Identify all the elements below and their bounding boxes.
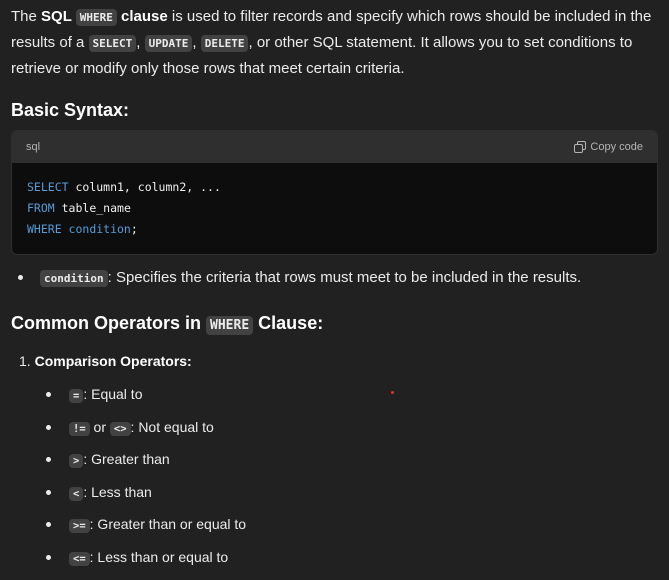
bullet-icon <box>46 522 51 527</box>
inline-code-select: SELECT <box>89 35 137 52</box>
operators-heading <box>11 311 658 338</box>
copy-code-button[interactable] <box>574 141 643 153</box>
inline-code-operator: >= <box>69 519 90 533</box>
list-item-text: : Greater than or equal to <box>89 516 247 532</box>
basic-syntax-heading: Basic Syntax: <box>11 100 130 120</box>
inline-code-where: WHERE <box>206 316 253 335</box>
inline-code-condition: condition <box>40 270 108 287</box>
inline-code-operator: != <box>69 422 90 436</box>
intro-bold-sql: SQL <box>41 8 76 25</box>
bullet-icon <box>46 555 51 560</box>
inline-code-operator: <> <box>110 422 131 436</box>
code-line <box>27 219 642 240</box>
bullet-icon <box>18 275 23 280</box>
operator-list <box>11 378 658 573</box>
intro-text: , or other SQL statement. It allows you to set conditions to retrieve or modify only those rows that meet certain criteria. <box>11 34 633 77</box>
code-text: ; <box>130 222 138 236</box>
inline-code-operator: > <box>69 454 83 468</box>
inline-code-delete: DELETE <box>201 35 249 52</box>
inline-code-operator: < <box>69 487 83 501</box>
inline-code-operator: <= <box>69 552 90 566</box>
group-title: Comparison Operators: <box>34 353 192 369</box>
list-item-text: : Specifies the criteria that rows must meet to be included in the results. <box>107 269 582 286</box>
list-item <box>11 541 658 574</box>
ordered-list-item <box>11 350 658 372</box>
code-line <box>27 177 642 198</box>
list-item <box>11 508 658 541</box>
cursor-dot-icon <box>391 391 394 394</box>
bullet-icon <box>46 425 51 430</box>
intro-paragraph <box>11 0 658 81</box>
bullet-icon <box>46 392 51 397</box>
list-item <box>11 476 658 509</box>
code-keyword: FROM <box>27 201 55 215</box>
code-keyword: condition <box>61 222 131 236</box>
inline-code-where: WHERE <box>76 9 117 26</box>
inline-code-operator: = <box>69 389 83 403</box>
list-item-text: : Greater than <box>83 451 170 467</box>
heading-text: Clause: <box>253 313 324 333</box>
intro-text: is used to filter records and specify which rows should be included in the results of a <box>11 8 652 51</box>
list-number: 1. <box>19 353 31 369</box>
bullet-icon <box>46 457 51 462</box>
copy-icon <box>574 141 586 153</box>
copy-code-label: Copy code <box>590 141 643 153</box>
list-item-text: : Equal to <box>83 386 143 402</box>
separator: , <box>192 34 201 51</box>
list-item <box>11 443 658 476</box>
list-item-text: : Not equal to <box>130 418 214 435</box>
separator: , <box>136 34 145 51</box>
code-language-label: sql <box>26 141 41 153</box>
bullet-icon <box>46 490 51 495</box>
code-keyword: SELECT <box>27 180 69 194</box>
code-block-header <box>12 131 657 163</box>
inline-code-update: UPDATE <box>145 35 193 52</box>
code-content <box>12 163 657 254</box>
list-item-text: or <box>89 418 110 435</box>
list-item <box>11 411 658 444</box>
list-item <box>11 378 658 411</box>
list-item-text: : Less than or equal to <box>89 548 229 565</box>
code-line <box>27 198 642 219</box>
code-keyword: WHERE <box>27 222 62 236</box>
code-text: column1, column2, ... <box>68 180 221 194</box>
list-item-text: : Less than <box>83 483 152 500</box>
intro-text: The <box>11 8 42 25</box>
list-item <box>11 265 658 291</box>
code-text: table_name <box>54 201 131 215</box>
intro-bold-clause: clause <box>116 8 168 25</box>
code-block <box>11 130 658 255</box>
heading-text: Common Operators in <box>11 313 207 333</box>
condition-list <box>11 265 658 291</box>
